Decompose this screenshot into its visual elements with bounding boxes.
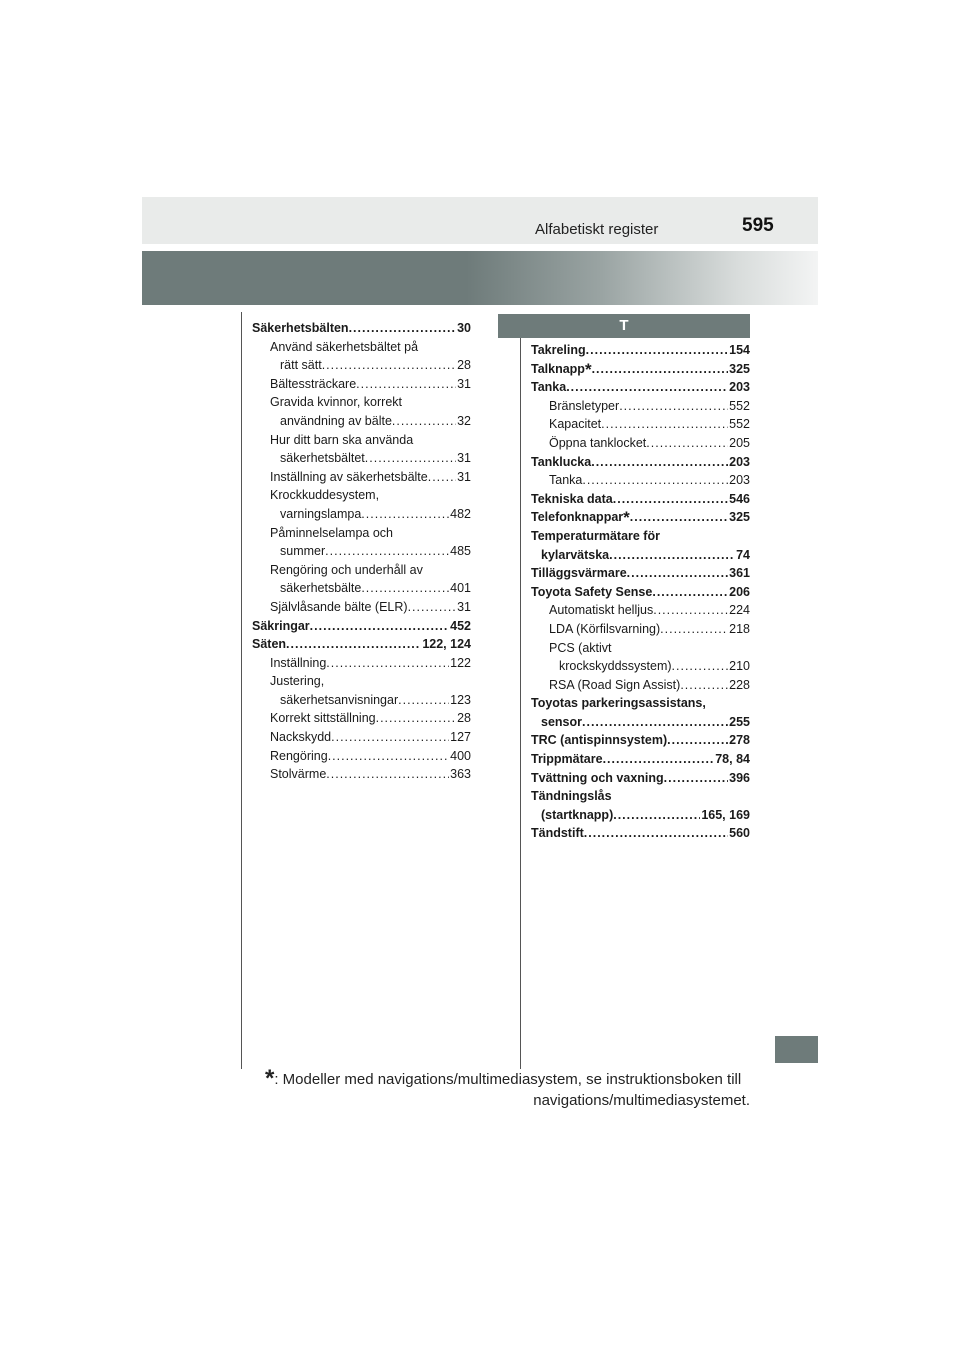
index-entry-pages: 325 — [729, 510, 750, 525]
index-entry-lead-line: Toyotas parkeringsassistans, — [531, 696, 706, 711]
index-entry-pages: 206 — [729, 584, 750, 599]
index-entry-pages: 31 — [457, 599, 471, 614]
index-entry-pages: 205 — [729, 435, 750, 450]
leader-dots — [398, 691, 449, 710]
index-entry-term: Tekniska data — [531, 491, 613, 506]
leader-dots — [680, 676, 728, 695]
index-entry-term: sensor — [541, 714, 582, 729]
index-entry-pages: 552 — [729, 398, 750, 413]
leader-dots — [326, 654, 449, 673]
index-entry — [531, 676, 750, 695]
leader-dots — [331, 728, 449, 747]
index-entry — [252, 765, 471, 784]
index-entry-pages: 31 — [457, 451, 471, 466]
index-entry-pages: 400 — [450, 748, 471, 763]
index-entry — [252, 672, 471, 709]
index-entry — [252, 431, 471, 468]
leader-dots — [619, 397, 728, 416]
index-entry — [531, 639, 750, 676]
index-entry-pages: 203 — [729, 454, 750, 469]
index-entry-pages: 482 — [450, 506, 471, 521]
index-entry-term: summer — [280, 544, 326, 559]
index-entry-pages: 401 — [450, 581, 471, 596]
index-entry-term: Telefonknappar — [531, 510, 624, 525]
index-entry-term: varningslampa — [280, 506, 362, 521]
leader-dots — [613, 806, 700, 825]
footnote-star: * — [265, 1065, 275, 1092]
index-entry-pages: 31 — [457, 469, 471, 484]
index-entry-term: säkerhetsbälte — [280, 581, 362, 596]
index-entry — [531, 453, 750, 472]
index-entry — [531, 824, 750, 843]
leader-dots — [286, 635, 421, 654]
index-entry-term: säkerhetsanvisningar — [280, 692, 399, 707]
index-entry-pages: 361 — [729, 566, 750, 581]
leader-dots — [660, 620, 728, 639]
index-entry — [252, 375, 471, 394]
index-entry-pages: 485 — [450, 544, 471, 559]
index-entry-term: (startknapp) — [541, 807, 614, 822]
index-entry — [252, 709, 471, 728]
index-entry-term: Nackskydd — [270, 730, 332, 745]
leader-dots — [592, 360, 729, 379]
index-entry-term: Självlåsande bälte (ELR) — [270, 599, 408, 614]
index-entry-pages: 165, 169 — [701, 807, 750, 822]
leader-dots — [609, 546, 735, 565]
index-entry-term: Trippmätare — [531, 752, 603, 767]
index-entry — [252, 524, 471, 561]
index-entry-term: Toyota Safety Sense — [531, 584, 653, 599]
index-entry-term: Säkringar — [252, 618, 310, 633]
index-entry-pages: 203 — [729, 473, 750, 488]
index-entry — [252, 747, 471, 766]
index-entry-term: LDA (Körfilsvarning) — [549, 621, 661, 636]
index-entry — [252, 728, 471, 747]
leader-dots — [349, 319, 457, 338]
index-entry-pages: 154 — [729, 343, 750, 357]
index-entry — [531, 787, 750, 824]
index-entry-lead-line: Temperaturmätare för — [531, 528, 660, 543]
index-entry-pages: 452 — [450, 618, 471, 633]
index-entry — [252, 468, 471, 487]
index-entry-term: Säkerhetsbälten — [252, 321, 349, 335]
index-entry — [531, 415, 750, 434]
index-entry-pages: 74 — [736, 547, 750, 562]
leader-dots — [325, 542, 449, 561]
leader-dots — [566, 378, 728, 397]
header-title: Alfabetiskt register — [535, 221, 659, 238]
index-entry-pages: 396 — [729, 770, 750, 785]
index-entry-pages: 203 — [729, 380, 750, 395]
leader-dots — [664, 769, 728, 788]
index-entry — [531, 750, 750, 769]
index-entry — [252, 617, 471, 636]
header-gradient-bar — [142, 251, 818, 305]
index-entry-pages: 210 — [729, 659, 750, 674]
index-entry-pages: 560 — [729, 826, 750, 841]
index-entry-pages: 218 — [729, 621, 750, 636]
index-entry-lead-line: Rengöring och underhåll av — [270, 562, 423, 577]
leader-dots — [653, 601, 728, 620]
index-entry — [252, 393, 471, 430]
index-entry — [252, 635, 471, 654]
index-entry-pages: 552 — [729, 417, 750, 432]
leader-dots — [603, 750, 715, 769]
index-entry-pages: 363 — [450, 767, 471, 782]
index-entry-lead-line: PCS (aktivt — [549, 640, 612, 655]
index-entry-term: Korrekt sittställning — [270, 711, 376, 726]
chapter-tab-marker — [775, 1036, 818, 1063]
index-entry-pages: 228 — [729, 677, 750, 692]
index-entry-pages: 278 — [729, 733, 750, 748]
section-letter-header: T — [498, 314, 750, 338]
leader-dots — [582, 471, 728, 490]
index-entry — [531, 378, 750, 397]
index-entry-term: Säten — [252, 637, 287, 652]
leader-dots — [392, 412, 456, 431]
index-entry-term: rätt sätt — [280, 358, 322, 373]
index-entry-pages: 127 — [450, 730, 471, 745]
column-divider-middle — [520, 338, 521, 1069]
footnote-line-1: : Modeller med navigations/multimediasystem, se instruktionsboken till — [274, 1071, 742, 1088]
leader-dots — [584, 824, 728, 843]
index-entry-term: kylarvätska — [541, 547, 610, 562]
index-entry-term: RSA (Road Sign Assist) — [549, 677, 681, 692]
index-entry — [252, 319, 471, 338]
index-entry-term: Stolvärme — [270, 767, 327, 782]
leader-dots — [672, 657, 729, 676]
index-entry-pages: 31 — [457, 376, 471, 391]
leader-dots — [361, 505, 449, 524]
index-entry-term: Tändstift — [531, 826, 584, 841]
leader-dots — [627, 564, 728, 583]
leader-dots — [365, 449, 456, 468]
leader-dots — [646, 434, 728, 453]
index-column-right — [531, 341, 750, 843]
leader-dots — [361, 579, 449, 598]
index-entry-term: Bränsletyper — [549, 398, 620, 413]
index-entry-term: Takreling — [531, 343, 586, 357]
index-entry-pages: 28 — [457, 711, 471, 726]
index-entry-pages: 325 — [729, 361, 750, 376]
index-entry-lead-line: Tändningslås — [531, 789, 612, 804]
leader-dots — [586, 341, 728, 360]
index-entry — [531, 620, 750, 639]
index-entry-pages: 30 — [457, 321, 471, 335]
index-entry-term: Tanklucka — [531, 454, 592, 469]
index-entry-lead-line: Hur ditt barn ska använda — [270, 432, 414, 447]
page-number: 595 — [742, 215, 774, 236]
leader-dots — [356, 375, 456, 394]
index-entry-term: krockskyddssystem) — [559, 659, 672, 674]
leader-dots — [326, 765, 449, 784]
index-entry-pages: 546 — [729, 491, 750, 506]
leader-dots — [652, 583, 728, 602]
leader-dots — [630, 508, 728, 527]
leader-dots — [613, 490, 728, 509]
leader-dots — [591, 453, 728, 472]
index-entry — [531, 583, 750, 602]
index-entry — [531, 490, 750, 509]
index-entry — [252, 654, 471, 673]
leader-dots — [376, 709, 456, 728]
footnote-line-2: navigations/multimediasystemet. — [533, 1092, 750, 1109]
index-entry: Telefonknappar * ..... 325 — [531, 508, 750, 527]
index-entry-pages: 122 — [450, 655, 471, 670]
index-entry — [531, 564, 750, 583]
index-entry-lead-line: Påminnelselampa och — [270, 525, 393, 540]
index-entry-term: Tanka — [549, 473, 583, 488]
leader-dots — [322, 356, 456, 375]
leader-dots — [582, 713, 728, 732]
index-entry — [252, 561, 471, 598]
index-entry-term: Tvättning och vaxning — [531, 770, 664, 785]
footnote — [265, 1065, 750, 1111]
leader-dots — [667, 731, 728, 750]
index-entry-lead-line: Krockkuddesystem, — [270, 488, 380, 503]
index-entry-term: Talknapp — [531, 361, 585, 376]
index-entry-term: Kapacitet — [549, 417, 602, 432]
leader-dots — [328, 747, 449, 766]
index-entry-term: användning av bälte — [280, 413, 392, 428]
index-entry-pages: 255 — [729, 714, 750, 729]
index-entry-pages: 28 — [457, 358, 471, 373]
index-entry-term: Inställning av säkerhetsbälte — [270, 469, 428, 484]
index-entry — [531, 769, 750, 788]
column-divider-left — [241, 312, 242, 1069]
index-entry-pages: 224 — [729, 603, 750, 618]
index-entry — [531, 434, 750, 453]
leader-dots — [310, 617, 449, 636]
index-entry-lead-line: Använd säkerhetsbältet på — [270, 339, 419, 354]
index-entry-term: Rengöring — [270, 748, 328, 763]
index-entry-term: Tilläggsvärmare — [531, 566, 627, 581]
index-column-left — [252, 319, 471, 784]
index-entry-lead-line: Justering, — [270, 674, 325, 689]
index-entry-term: TRC (antispinnsystem) — [531, 733, 668, 748]
index-entry — [252, 598, 471, 617]
index-entry-pages: 32 — [457, 413, 471, 428]
index-entry — [252, 338, 471, 375]
index-entry — [531, 397, 750, 416]
leader-dots — [408, 598, 457, 617]
index-entry-pages: 123 — [450, 692, 471, 707]
index-entry-term: säkerhetsbältet — [280, 451, 365, 466]
index-entry-term: Öppna tanklocket — [549, 435, 647, 450]
index-entry-pages: 78, 84 — [715, 752, 750, 767]
index-entry-term: Bältessträckare — [270, 376, 357, 391]
index-entry — [531, 341, 750, 360]
leader-dots — [428, 468, 456, 487]
index-entry — [531, 601, 750, 620]
index-entry-term: Tanka — [531, 380, 567, 395]
index-entry-pages: 122, 124 — [422, 637, 471, 652]
leader-dots — [601, 415, 728, 434]
index-entry — [252, 486, 471, 523]
index-entry — [531, 694, 750, 731]
index-entry-term: Automatiskt helljus — [549, 603, 654, 618]
index-entry — [531, 731, 750, 750]
index-entry-lead-line: Gravida kvinnor, korrekt — [270, 395, 402, 410]
index-entry: Talknapp * ..... 325 — [531, 360, 750, 379]
index-entry — [531, 527, 750, 564]
header-band — [142, 197, 818, 244]
index-entry-term: Inställning — [270, 655, 327, 670]
index-entry — [531, 471, 750, 490]
